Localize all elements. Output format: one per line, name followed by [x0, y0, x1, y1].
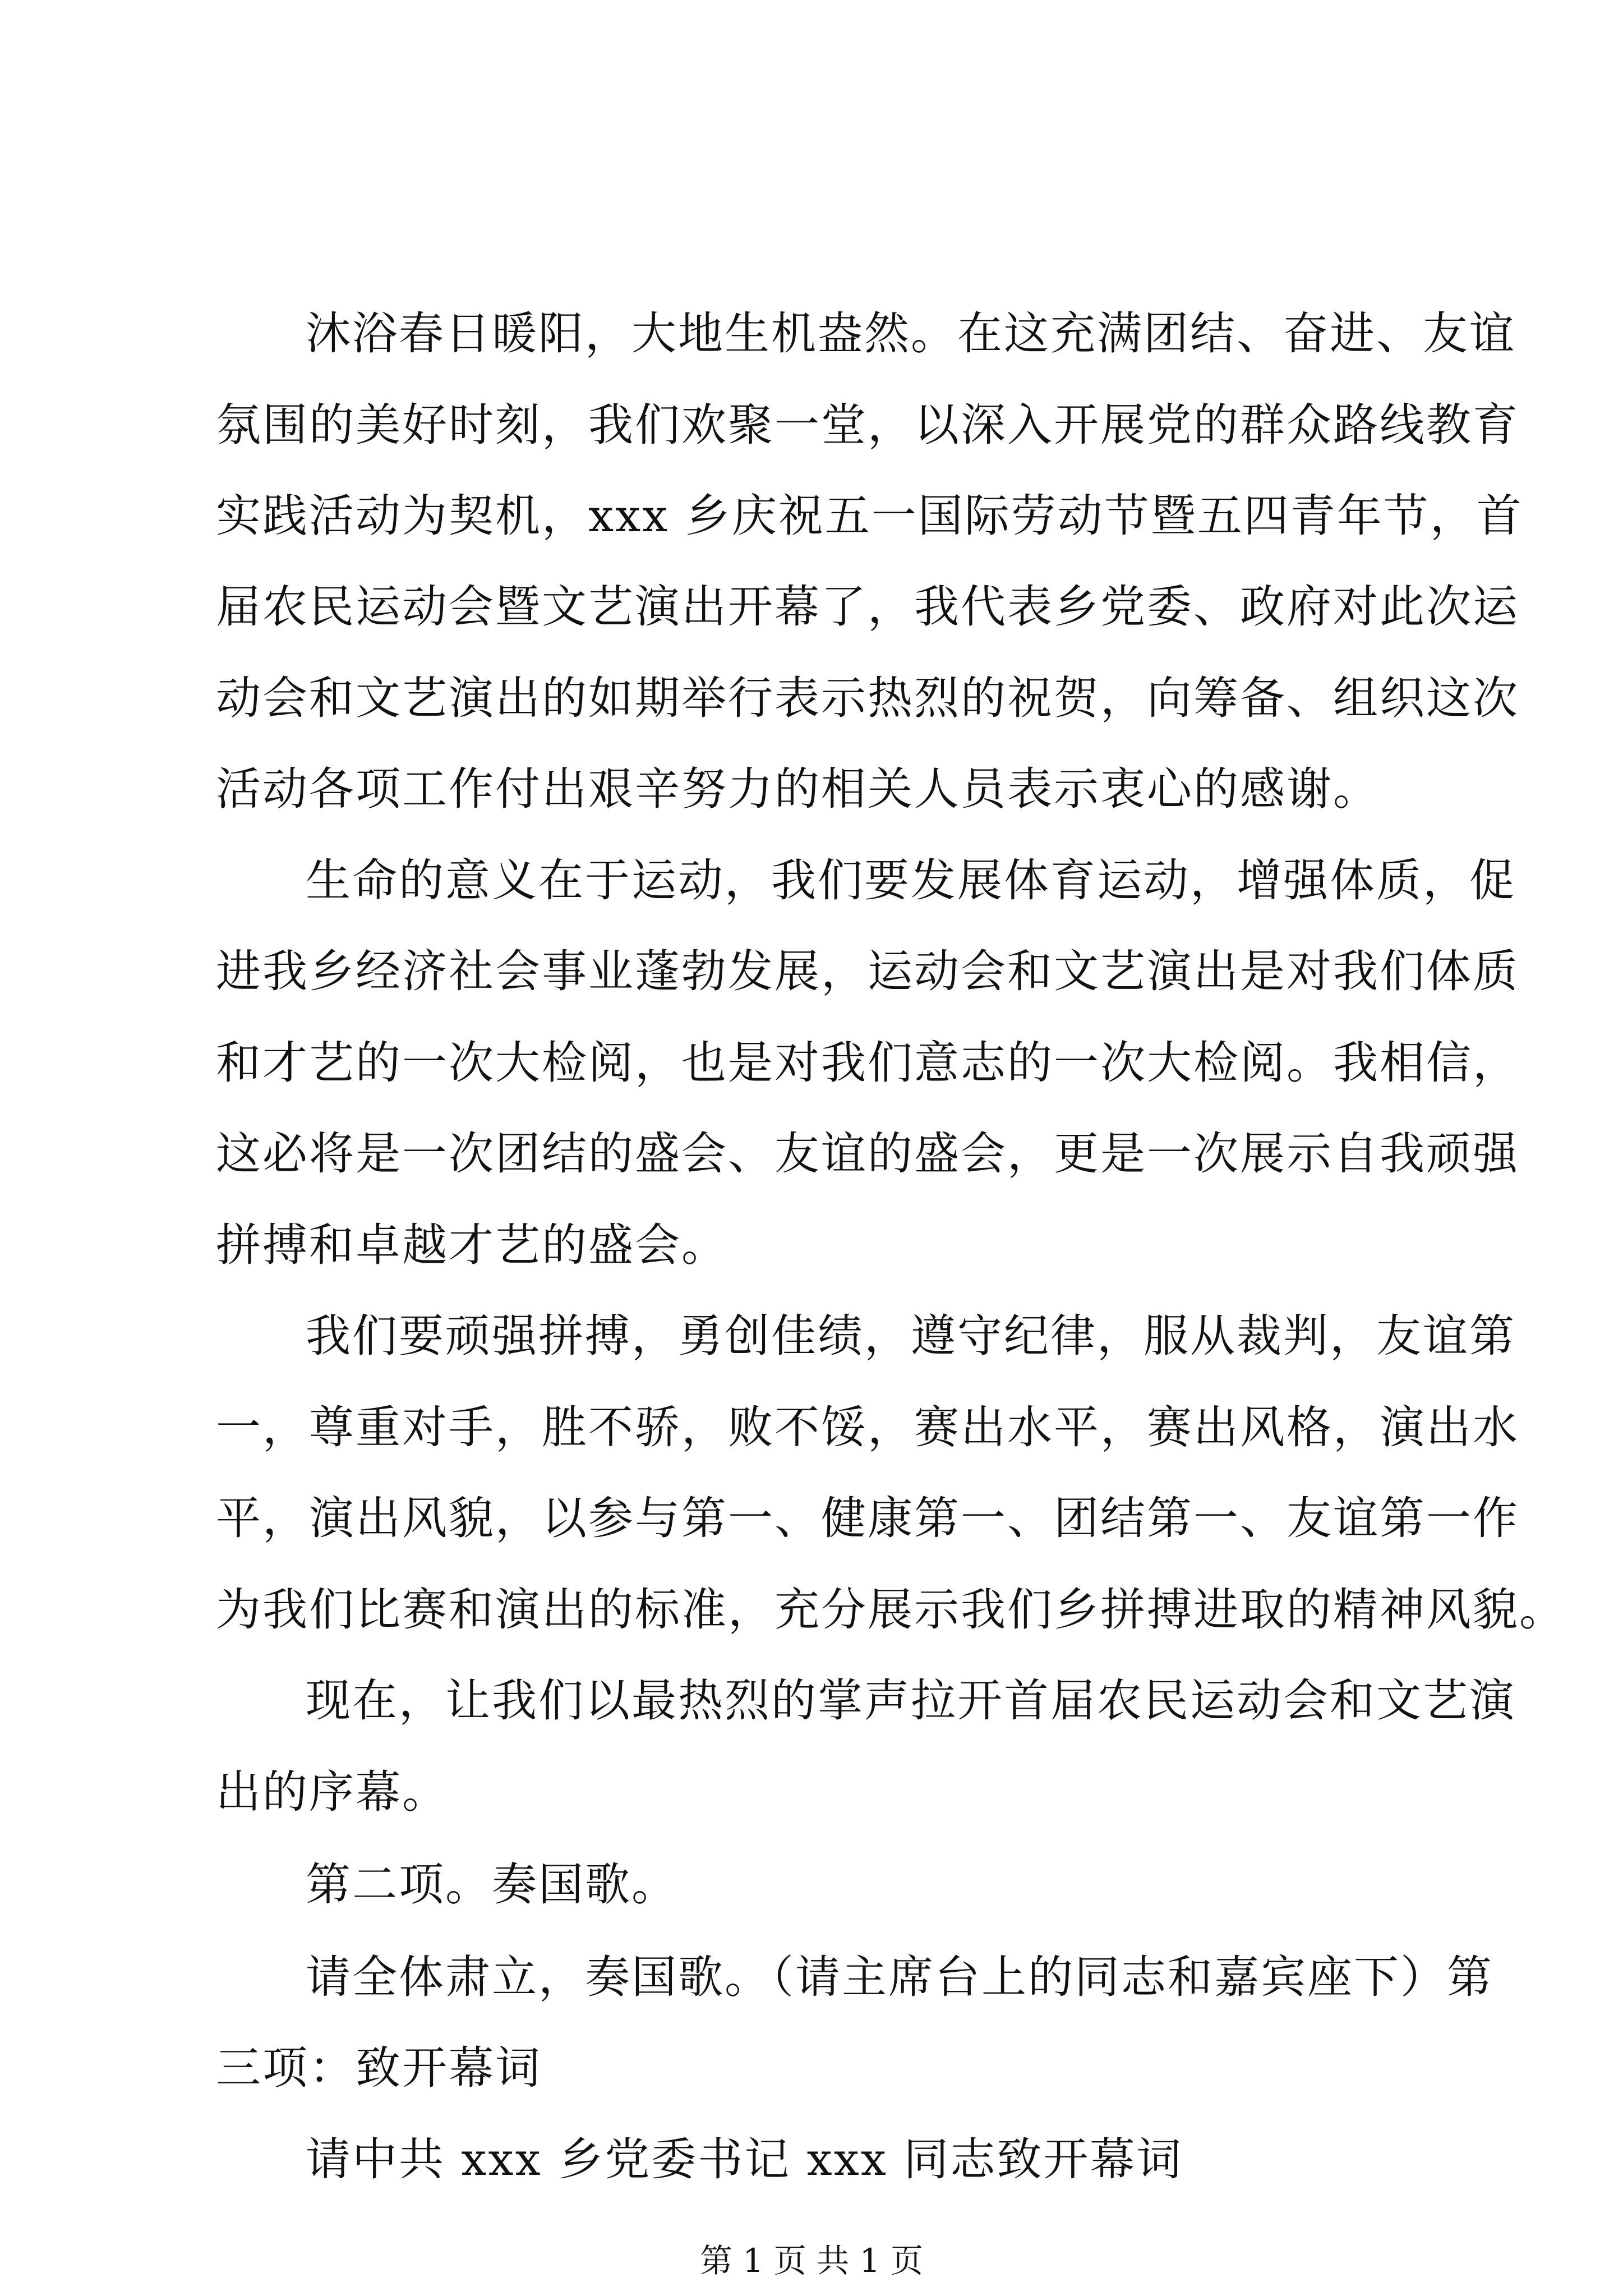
- paragraph-6-line-2: 三项：致开幕词: [216, 2042, 542, 2094]
- paragraph-1-line-2: 氛围的美好时刻，我们欢聚一堂，以深入开展党的群众路线教育: [216, 399, 1519, 451]
- paragraph-2-line-5: 拼搏和卓越才艺的盛会。: [216, 1219, 728, 1271]
- paragraph-2-line-1: 生命的意义在于运动，我们要发展体育运动，增强体质，促: [306, 854, 1516, 907]
- paragraph-1-line-3: 实践活动为契机，xxx 乡庆祝五一国际劳动节暨五四青年节，首: [216, 490, 1523, 542]
- paragraph-2-line-3: 和才艺的一次大检阅，也是对我们意志的一次大检阅。我相信，: [216, 1037, 1519, 1089]
- paragraph-1-line-4: 届农民运动会暨文艺演出开幕了，我代表乡党委、政府对此次运: [216, 581, 1519, 633]
- paragraph-4-line-1: 现在，让我们以最热烈的掌声拉开首届农民运动会和文艺演: [306, 1674, 1516, 1727]
- paragraph-6-line-1: 请全体肃立，奏国歌。（请主席台上的同志和嘉宾座下）第: [306, 1951, 1493, 2003]
- paragraph-5-line-1: 第二项。奏国歌。: [306, 1858, 678, 1911]
- paragraph-7-line-1: 请中共 xxx 乡党委书记 xxx 同志致开幕词: [306, 2133, 1183, 2185]
- paragraph-3-line-3: 平，演出风貌，以参与第一、健康第一、团结第一、友谊第一作: [216, 1492, 1519, 1544]
- paragraph-4-line-2: 出的序幕。: [216, 1766, 449, 1818]
- paragraph-1-line-1: 沐浴春日暖阳，大地生机盎然。在这充满团结、奋进、友谊: [306, 307, 1516, 360]
- paragraph-3-line-1: 我们要顽强拼搏，勇创佳绩，遵守纪律，服从裁判，友谊第: [306, 1310, 1516, 1362]
- page-footer: 第 1 页 共 1 页: [700, 2242, 923, 2280]
- paragraph-3-line-2: 一，尊重对手，胜不骄，败不馁，赛出水平，赛出风格，演出水: [216, 1401, 1519, 1453]
- paragraph-2-line-2: 进我乡经济社会事业蓬勃发展，运动会和文艺演出是对我们体质: [216, 945, 1519, 997]
- paragraph-1-line-6: 活动各项工作付出艰辛努力的相关人员表示衷心的感谢。: [216, 763, 1380, 815]
- paragraph-2-line-4: 这必将是一次团结的盛会、友谊的盛会，更是一次展示自我顽强: [216, 1128, 1519, 1180]
- paragraph-3-line-4: 为我们比赛和演出的标准，充分展示我们乡拼搏进取的精神风貌。: [216, 1584, 1566, 1636]
- paragraph-1-line-5: 动会和文艺演出的如期举行表示热烈的祝贺，向筹备、组织这次: [216, 672, 1519, 724]
